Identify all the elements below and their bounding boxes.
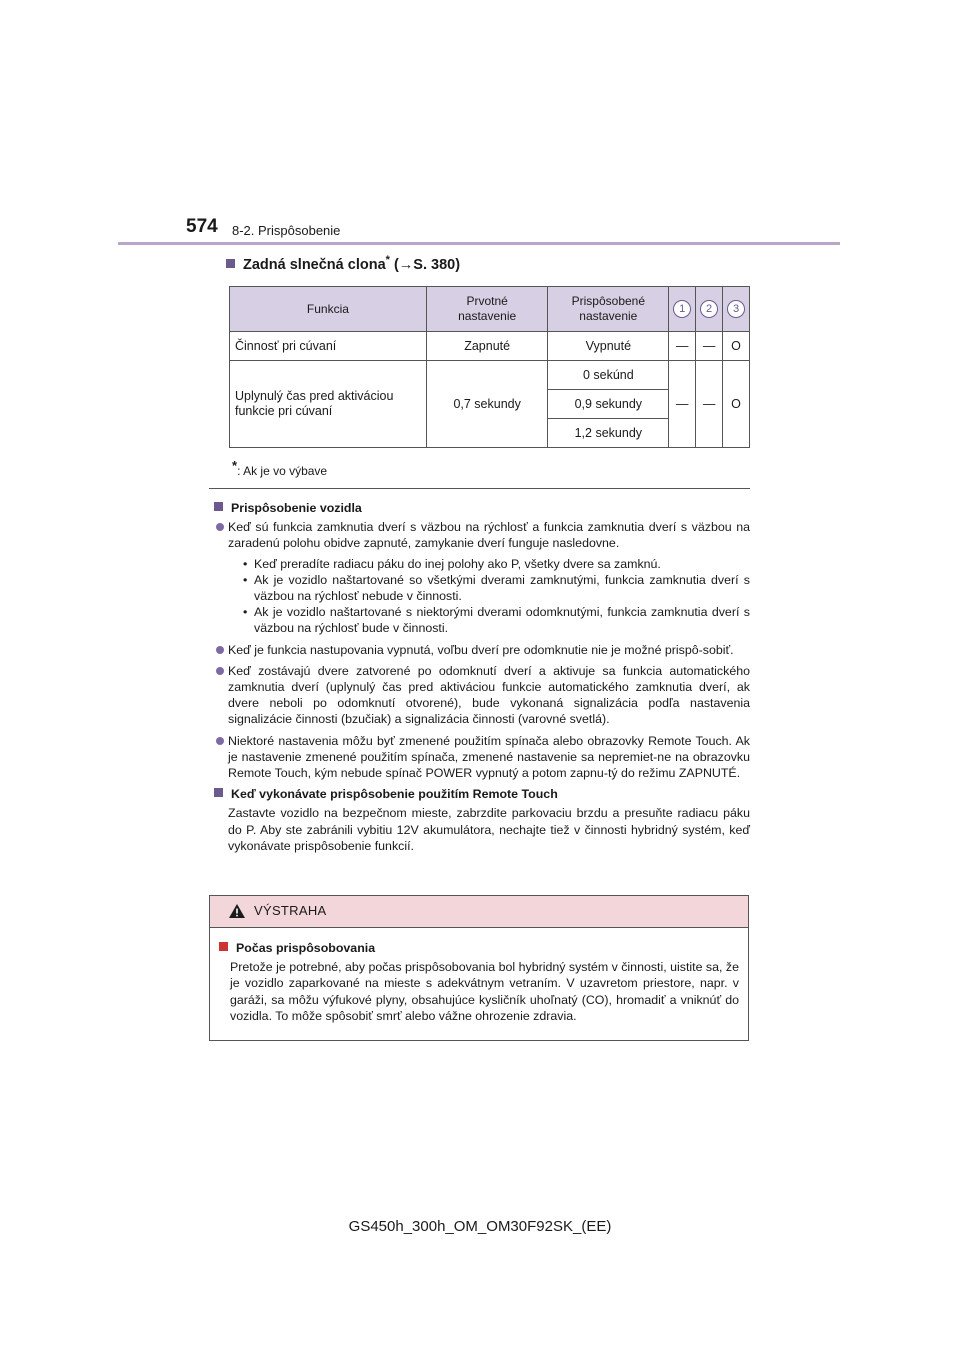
table-header-row	[230, 287, 750, 332]
square-bullet-icon	[214, 502, 223, 511]
document-code: GS450h_300h_OM_OM30F92SK_(EE)	[348, 1218, 612, 1235]
cell-custom: 0,9 sekundy	[548, 390, 669, 419]
warning-header	[210, 896, 748, 928]
section-divider	[209, 488, 750, 489]
square-bullet-icon	[214, 788, 223, 797]
warning-text: Pretože je potrebné, aby počas prispôsobovania bol hybridný systém v činnosti, uistite sa, že je vozidlo zaparkované na mieste s adekvátnym vetraním. V uzavretom priestore, napr. v garáži, sa môžu výfukové plyny, obsahujúce kysličník uhoľnatý (CO), hromadiť a vniknúť do vozidla. To môže spôsobiť smrť alebo vážne ohrozenie zdravia.	[230, 960, 739, 1023]
sub-item: • Ak je vozidlo naštartované so všetkými dverami zamknutými, funkcia zamknutia dverí s väzbou na rýchlosť nebude v činnosti.	[243, 572, 750, 604]
header-col-2	[696, 287, 723, 332]
bullet-dot-icon	[216, 523, 224, 531]
circle-1-icon: 1	[673, 300, 691, 318]
circle-2-icon: 2	[700, 300, 718, 318]
cell-col-2: —	[696, 361, 723, 448]
bullet-dot-icon	[216, 667, 224, 675]
notes-heading: Prispôsobenie vozidla	[214, 500, 750, 516]
notes-section	[214, 500, 750, 859]
list-item: Niektoré nastavenia môžu byť zmenené použitím spínača alebo obrazovky Remote Touch. Ak je nastavenie zmenené použitím spínača, zmenené nastavenie sa nepremiet-ne na obrazovku Remote Touch, kým nebude spínač POWER vypnutý a potom zapnu-tý do režimu ZAPNUTÉ.	[214, 733, 750, 782]
page-number: 574	[186, 216, 218, 237]
list-item: Keď je funkcia nastupovania vypnutá, voľbu dverí pre odomknutie nie je možné prispô-sobiť.	[214, 642, 750, 658]
cell-col-1: —	[669, 332, 696, 361]
header-col-1	[669, 287, 696, 332]
square-bullet-icon	[226, 259, 235, 268]
bullet-dot-icon	[216, 646, 224, 654]
list-item: Keď sú funkcia zamknutia dverí s väzbou na rýchlosť a funkcia zamknutia dverí s väzbou na zaradenú polohu obidve zapnuté, zamykanie dverí funguje nasledovne. • Keď preradíte radiacu páku do inej polohy ako P, všetky dvere sa zamknú. • Ak je vozidlo naštartované so všetkými dverami zamknutými, funkcia zamknutia dverí s väzbou na rýchlosť nebude v činnosti. • Ak je vozidlo naštartované s niektorými dverami odomknutými, funkcia zamknutia dverí s väzbou na rýchlosť bude v činnosti.	[214, 519, 750, 636]
cell-default: Zapnuté	[426, 332, 548, 361]
footnote	[232, 458, 327, 478]
warning-title: VÝSTRAHA	[254, 903, 327, 918]
table-row	[230, 361, 750, 390]
circle-3-icon: 3	[727, 300, 745, 318]
notes-heading: Keď vykonávate prispôsobenie použitím Remote Touch	[214, 786, 750, 802]
footnote-star: *	[232, 458, 238, 473]
paragraph: Zastavte vozidlo na bezpečnom mieste, zabrzdite parkovaciu brzdu a presuňte radiacu páku do P. Aby ste zabránili vybitiu 12V akumulátora, nechajte tiež v činnosti hybridný systém, keď vykonávate prispôsobenie funkcií.	[228, 806, 750, 853]
square-bullet-icon	[219, 942, 228, 951]
subsection-star: *	[385, 254, 390, 266]
footnote-text: : Ak je vo výbave	[237, 464, 328, 478]
header-default: Prvotné nastavenie	[426, 287, 548, 332]
header-rule	[118, 242, 840, 245]
cell-custom: Vypnuté	[548, 332, 669, 361]
customization-table	[229, 286, 750, 448]
subsection-page-ref[interactable]: (→S. 380)	[393, 256, 461, 273]
cell-col-3: O	[723, 361, 750, 448]
sub-item: • Keď preradíte radiacu páku do inej polohy ako P, všetky dvere sa zamknú.	[243, 556, 661, 571]
warning-triangle-icon	[228, 903, 246, 919]
cell-col-1: —	[669, 361, 696, 448]
section-title: 8-2. Prispôsobenie	[232, 223, 341, 238]
cell-col-3: O	[723, 332, 750, 361]
header-custom: Prispôsobené nastavenie	[548, 287, 669, 332]
cell-function: Činnosť pri cúvaní	[230, 332, 427, 361]
table-row	[230, 332, 750, 361]
warning-heading: Počas prispôsobovania	[219, 940, 739, 956]
cell-custom: 0 sekúnd	[548, 361, 669, 390]
warning-body	[210, 928, 748, 1024]
bullet-dot-icon	[216, 737, 224, 745]
cell-function: Uplynulý čas pred aktiváciou funkcie pri cúvaní	[230, 361, 427, 448]
subsection-heading	[226, 254, 460, 273]
warning-box	[209, 895, 749, 1041]
cell-col-2: —	[696, 332, 723, 361]
list-item: Keď zostávajú dvere zatvorené po odomknutí dverí a aktivuje sa funkcia automatického zamknutia dverí (uplynulý čas pred aktiváciou funkcie automatického zamknutia dverí, ak dvere neboli po odomknutí otvorené), bude vykonaná signalizácia podľa nastavenia signalizácie činnosti (bzučiak) a signalizácia činnosti (varovné svetlá).	[214, 663, 750, 728]
sub-item: • Ak je vozidlo naštartované s niektorými dverami odomknutými, funkcia zamknutia dverí s väzbou na rýchlosť bude v činnosti.	[243, 605, 750, 636]
subsection-title: Zadná slnečná clona	[243, 256, 386, 273]
cell-custom: 1,2 sekundy	[548, 419, 669, 448]
header-col-3	[723, 287, 750, 332]
cell-default: 0,7 sekundy	[426, 361, 548, 448]
header-function: Funkcia	[230, 287, 427, 332]
